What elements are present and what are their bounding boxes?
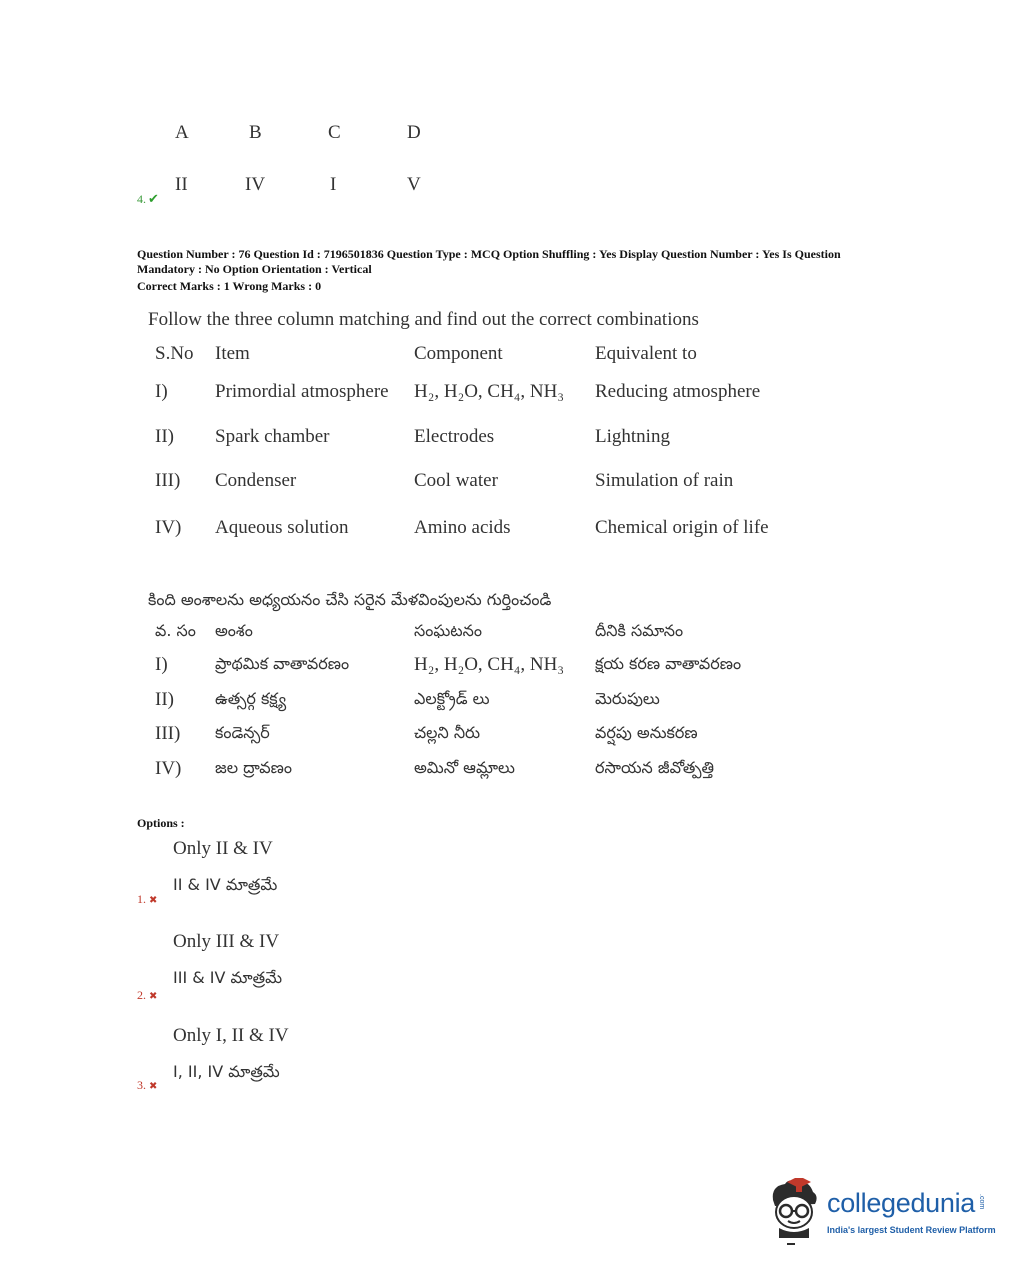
option-text-english: Only III & IV <box>173 931 280 952</box>
match-value: IV <box>245 174 266 195</box>
check-icon: ✔ <box>148 191 159 206</box>
mascot-icon <box>765 1178 823 1246</box>
row-number: III) <box>155 723 181 744</box>
row-number: IV) <box>155 758 182 779</box>
column-header: వ. సం <box>155 621 196 640</box>
option-number-text: 1. <box>137 892 146 906</box>
row-component: అమినో ఆమ్లాలు <box>414 758 515 777</box>
match-value: I <box>330 174 337 195</box>
logo-tagline: India's largest Student Review Platform <box>827 1225 996 1235</box>
option-text-telugu: II & IV మాత్రమే <box>173 875 278 894</box>
column-header: సంఘటనం <box>414 621 482 640</box>
row-item: Spark chamber <box>215 426 330 447</box>
match-letter: B <box>249 122 262 143</box>
row-item: జల ద్రావణం <box>215 758 292 777</box>
row-component: H₂, H₂O, CH₄, NH₃ <box>414 654 564 675</box>
match-letter: C <box>328 122 341 143</box>
row-equivalent: Reducing atmosphere <box>595 381 761 402</box>
option-text-english: Only II & IV <box>173 838 273 859</box>
logo-domain-suffix: .com <box>978 1194 985 1210</box>
row-item: Aqueous solution <box>215 517 349 538</box>
column-header: Component <box>414 343 503 364</box>
row-equivalent: క్షయ కరణ వాతావరణం <box>595 654 742 673</box>
option-number <box>137 988 157 1003</box>
row-number: III) <box>155 470 181 491</box>
column-header: అంశం <box>215 621 253 640</box>
row-item: Primordial atmosphere <box>215 381 389 402</box>
row-item: ఉత్సర్గ కక్ష్య <box>215 689 287 708</box>
row-item: ప్రాథమిక వాతావరణం <box>215 654 350 673</box>
meta-line: Correct Marks : 1 Wrong Marks : 0 <box>137 279 322 293</box>
row-number: II) <box>155 426 174 447</box>
option-number <box>137 191 159 207</box>
cross-icon: ✖ <box>149 991 158 1002</box>
cross-icon: ✖ <box>149 1081 158 1092</box>
column-header: Equivalent to <box>595 343 697 364</box>
option-number <box>137 892 157 907</box>
row-component: H₂, H₂O, CH₄, NH₃ <box>414 381 564 402</box>
match-value: V <box>407 174 421 195</box>
options-label: Options : <box>137 816 185 830</box>
row-item: Condenser <box>215 470 297 491</box>
question-meta <box>137 247 841 294</box>
row-item: కండెన్సర్ <box>215 723 270 742</box>
row-component: Cool water <box>414 470 498 491</box>
column-header: Item <box>215 343 250 364</box>
row-component: Amino acids <box>414 517 511 538</box>
option-number-text: 2. <box>137 988 146 1002</box>
match-value: II <box>175 174 188 195</box>
row-equivalent: Chemical origin of life <box>595 517 769 538</box>
row-equivalent: రసాయన జీవోత్పత్తి <box>595 758 714 777</box>
row-component: ఎలక్ట్రోడ్ లు <box>414 689 490 708</box>
option-number-text: 3. <box>137 1078 146 1092</box>
match-letter: A <box>175 122 189 143</box>
row-component: చల్లని నీరు <box>414 723 481 742</box>
row-number: I) <box>155 381 168 402</box>
row-number: IV) <box>155 517 182 538</box>
meta-line: Question Number : 76 Question Id : 7196501836 Question Type : MCQ Option Shuffling : Yes Display Question Number : Yes Is Question <box>137 247 841 261</box>
cross-icon: ✖ <box>149 895 158 906</box>
column-header: దీనికి సమానం <box>595 621 684 640</box>
row-equivalent: వర్షపు అనుకరణ <box>595 723 698 742</box>
option-text-english: Only I, II & IV <box>173 1025 289 1046</box>
question-prompt: Follow the three column matching and find out the correct combinations <box>148 309 699 330</box>
question-prompt-telugu: కింది అంశాలను అధ్యయనం చేసి సరైన మేళవింపులను గుర్తించండి <box>148 590 552 609</box>
logo-wordmark: collegedunia <box>827 1188 976 1218</box>
collegedunia-logo <box>765 1178 1005 1248</box>
meta-line: Mandatory : No Option Orientation : Vertical <box>137 262 372 276</box>
row-number: I) <box>155 654 168 675</box>
row-component: Electrodes <box>414 426 495 447</box>
row-number: II) <box>155 689 174 710</box>
option-number <box>137 1078 157 1093</box>
option-number-text: 4. <box>137 192 146 206</box>
row-equivalent: Simulation of rain <box>595 470 734 491</box>
option-text-telugu: III & IV మాత్రమే <box>173 968 282 987</box>
column-header: S.No <box>155 343 194 364</box>
row-equivalent: మెరుపులు <box>595 689 660 708</box>
option-text-telugu: I, II, IV మాత్రమే <box>173 1062 280 1081</box>
match-letter: D <box>407 122 421 143</box>
row-equivalent: Lightning <box>595 426 670 447</box>
